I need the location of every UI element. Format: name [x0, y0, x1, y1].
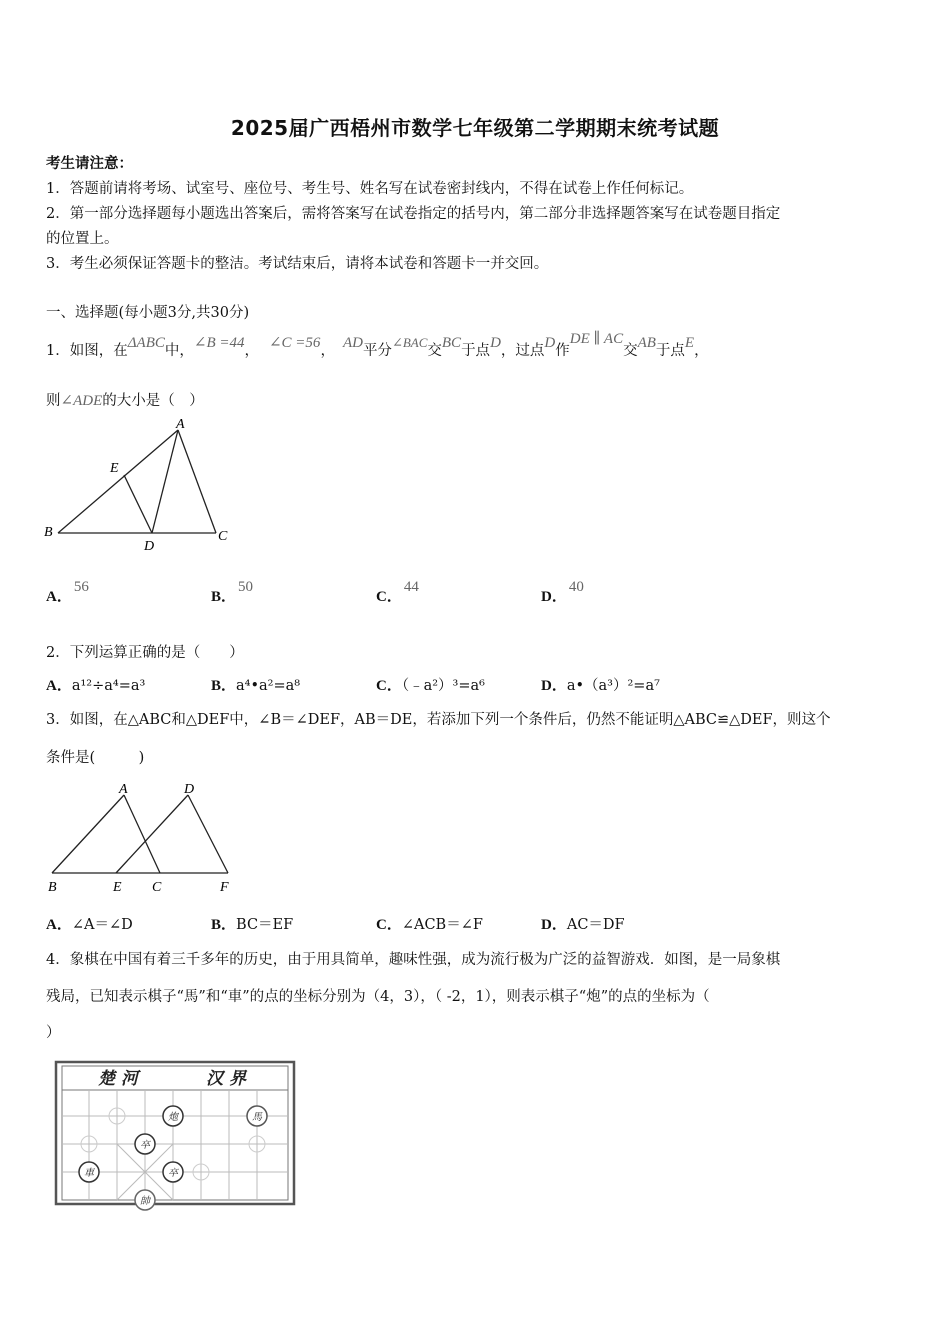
q1-option-b[interactable]: B．50: [211, 579, 254, 605]
section-heading: 一、选择题(每小题3分,共30分): [46, 305, 250, 321]
chess-board-figure: [50, 1060, 300, 1220]
notice-item: 2．第一部分选择题每小题选出答案后，需将答案写在试卷指定的括号内，第二部分非选择题答案写在试卷题目指定: [46, 206, 781, 222]
svg-text:帥: 帥: [140, 1196, 150, 1207]
notice-item: 3．考生必须保证答题卡的整洁。考试结束后，请将本试卷和答题卡一并交回。: [46, 256, 549, 272]
q3-stem-line2: 条件是( ): [46, 750, 145, 766]
river-left-label: 楚河: [98, 1069, 144, 1089]
q3-option-d[interactable]: D．AC＝DF: [541, 917, 625, 933]
q1-triangle-figure: [40, 414, 240, 554]
piece-ma: [247, 1106, 267, 1126]
label-D: D: [184, 782, 195, 797]
label-B: B: [48, 880, 57, 895]
q4-stem-line2: 残局，已知表示棋子“馬”和“車”的点的坐标分别为（4，3），（ -2，1），则表示棋子“炮”的点的坐标为（: [46, 989, 710, 1005]
label-A: A: [119, 782, 128, 797]
q2-option-c[interactable]: C．（﹣a²）³=a⁶: [376, 678, 485, 694]
label-F: F: [220, 880, 229, 895]
q3-option-b[interactable]: B．BC＝EF: [211, 917, 294, 933]
river-right-label: 汉界: [206, 1069, 252, 1089]
label-A: A: [176, 417, 185, 432]
label-B: B: [44, 525, 53, 540]
q2-option-d[interactable]: D．a•（a³）²=a⁷: [541, 678, 660, 694]
piece-shuai: [135, 1190, 155, 1210]
label-E: E: [110, 461, 119, 476]
piece-zu-upper: [135, 1134, 155, 1154]
q1-option-a[interactable]: A．56: [46, 579, 89, 605]
svg-text:馬: 馬: [252, 1112, 262, 1123]
q2-option-a[interactable]: A．a¹²÷a⁴=a³: [46, 678, 146, 694]
q1-stem-line2: 则∠ADE的大小是（ ）: [46, 393, 204, 409]
notice-item: 1．答题前请将考场、试室号、座位号、考生号、姓名写在试卷密封线内，不得在试卷上作任何标记。: [46, 181, 694, 197]
svg-text:卒: 卒: [168, 1168, 178, 1179]
piece-ju: [79, 1162, 99, 1182]
q1-stem: 1．如图，在ΔABC中，∠B =44， ∠C =56， AD平分∠BAC交BC于点D，过点D作DE ∥ AC交AB于点E，: [46, 331, 709, 359]
q3-option-c[interactable]: C．∠ACB＝∠F: [376, 917, 483, 933]
piece-zu-lower: [163, 1162, 183, 1182]
q1-option-d[interactable]: D．40: [541, 579, 584, 605]
page-title: 2025届广西梧州市数学七年级第二学期期末统考试题: [230, 116, 720, 140]
label-E: E: [113, 880, 122, 895]
label-D: D: [144, 539, 155, 554]
label-C: C: [218, 529, 228, 544]
q4-stem-line3: ）: [46, 1025, 61, 1041]
svg-text:卒: 卒: [140, 1140, 150, 1151]
q2-stem: 2．下列运算正确的是（ ）: [46, 645, 244, 661]
svg-text:車: 車: [84, 1168, 94, 1179]
q4-stem: 4．象棋在中国有着三千多年的历史，由于用具简单，趣味性强，成为流行极为广泛的益智游戏．如图，是一局象棋: [46, 952, 781, 968]
q1-option-c[interactable]: C．44: [376, 579, 419, 605]
svg-text:炮: 炮: [168, 1112, 178, 1123]
notice-heading: 考生请注意：: [46, 155, 133, 172]
notice-item: 的位置上。: [46, 231, 119, 247]
q3-stem: 3．如图，在△ABC和△DEF中，∠B＝∠DEF，AB＝DE，若添加下列一个条件后，仍然不能证明△ABC≌△DEF，则这个: [46, 712, 831, 728]
piece-pao: [163, 1106, 183, 1126]
q3-option-a[interactable]: A．∠A＝∠D: [46, 917, 133, 933]
q3-triangles-figure: [40, 776, 240, 896]
label-C: C: [152, 880, 162, 895]
q2-option-b[interactable]: B．a⁴•a²=a⁸: [211, 678, 301, 694]
